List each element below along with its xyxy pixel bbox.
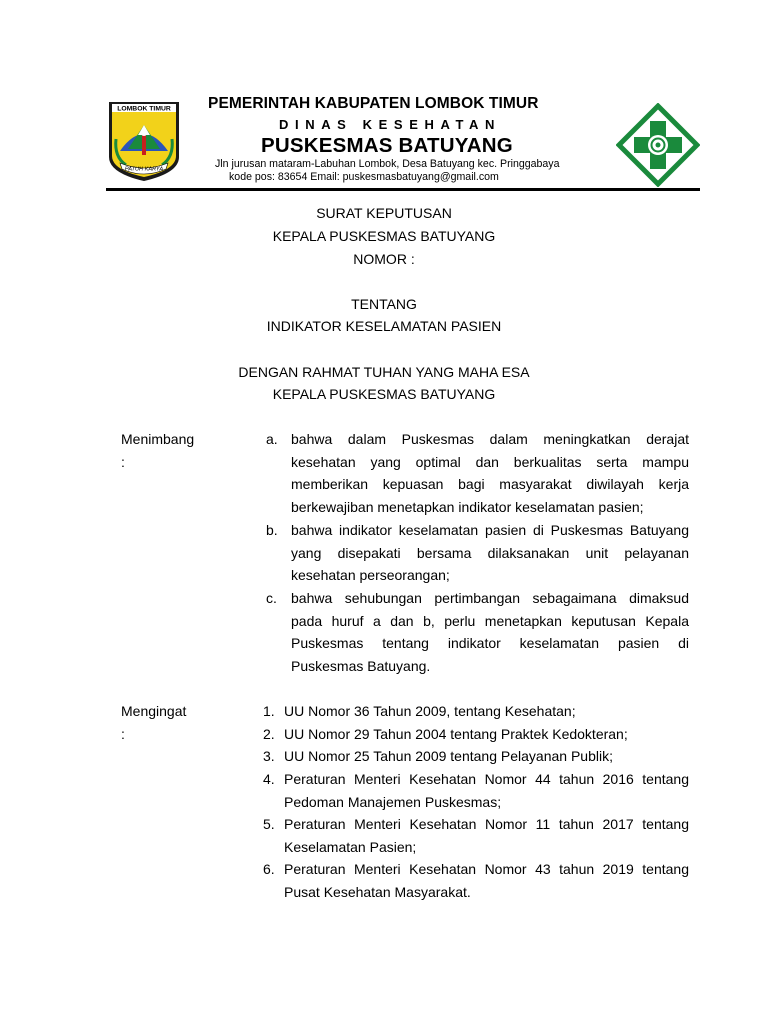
mengingat-item-6: Peraturan Menteri Kesehatan Nomor 43 tahun 2019 tentang Pusat Kesehatan Masyarakat. [284,861,689,900]
doc-subject: INDIKATOR KESELAMATAN PASIEN [266,318,502,334]
letterhead-divider [106,188,700,191]
letterhead-institution: PUSKESMAS BATUYANG [261,134,513,157]
letterhead-contact: kode pos: 83654 Email: puskesmasbatuyang@gmail.com [229,171,499,183]
doc-authority: KEPALA PUSKESMAS BATUYANG [272,386,496,402]
doc-issuer: KEPALA PUSKESMAS BATUYANG [272,228,496,244]
menimbang-item-b: bahwa indikator keselamatan pasien di Puskesmas Batuyang yang disepakati bersama dilaksanakan unit pelayanan kesehatan perseorangan; [291,522,689,583]
puskesmas-logo [616,103,700,187]
svg-text:LOMBOK TIMUR: LOMBOK TIMUR [117,105,171,113]
letterhead-government: PEMERINTAH KABUPATEN LOMBOK TIMUR [208,95,539,112]
mengingat-marker-3: 3. [263,748,275,764]
menimbang-marker-c: c. [266,590,277,606]
svg-text:PATUH KARYA: PATUH KARYA [124,166,164,173]
menimbang-label: Menimbang [121,431,195,447]
letterhead-address: Jln jurusan mataram-Labuhan Lombok, Desa Batuyang kec. Pringgabaya [215,158,560,170]
doc-number: NOMOR : [353,251,415,267]
menimbang-item-a: bahwa dalam Puskesmas dalam meningkatkan derajat kesehatan yang optimal dan berkualitas serta mampu memberikan kepuasan bagi masyarakat diwilayah kerja berkewajiban menetapkan indikator keselamatan pasien; [291,431,689,515]
mengingat-item-1: UU Nomor 36 Tahun 2009, tentang Kesehatan; [284,703,576,719]
mengingat-marker-5: 5. [263,816,275,832]
mengingat-marker-1: 1. [263,703,275,719]
doc-type: SURAT KEPUTUSAN [316,205,452,221]
mengingat-marker-2: 2. [263,726,275,742]
menimbang-colon: : [121,454,125,470]
doc-invocation: DENGAN RAHMAT TUHAN YANG MAHA ESA [238,364,530,380]
mengingat-label: Mengingat [121,703,187,719]
menimbang-item-c: bahwa sehubungan pertimbangan sebagaimana dimaksud pada huruf a dan b, perlu menetapkan keputusan Kepala Puskesmas tentang indikator keselamatan pasien di Puskesmas Batuyang. [291,590,689,674]
mengingat-item-4: Peraturan Menteri Kesehatan Nomor 44 tahun 2016 tentang Pedoman Manajemen Puskesmas; [284,771,689,810]
mengingat-item-5: Peraturan Menteri Kesehatan Nomor 11 tahun 2017 tentang Keselamatan Pasien; [284,816,689,855]
mengingat-marker-4: 4. [263,771,275,787]
mengingat-item-3: UU Nomor 25 Tahun 2009 tentang Pelayanan Publik; [284,748,613,764]
mengingat-colon: : [121,726,125,742]
menimbang-marker-a: a. [266,431,278,447]
mengingat-marker-6: 6. [263,861,275,877]
lombok-timur-logo [106,99,182,183]
menimbang-marker-b: b. [266,522,278,538]
mengingat-item-2: UU Nomor 29 Tahun 2004 tentang Praktek Kedokteran; [284,726,628,742]
letterhead-department: DINAS KESEHATAN [279,117,502,132]
doc-about-label: TENTANG [351,296,417,312]
